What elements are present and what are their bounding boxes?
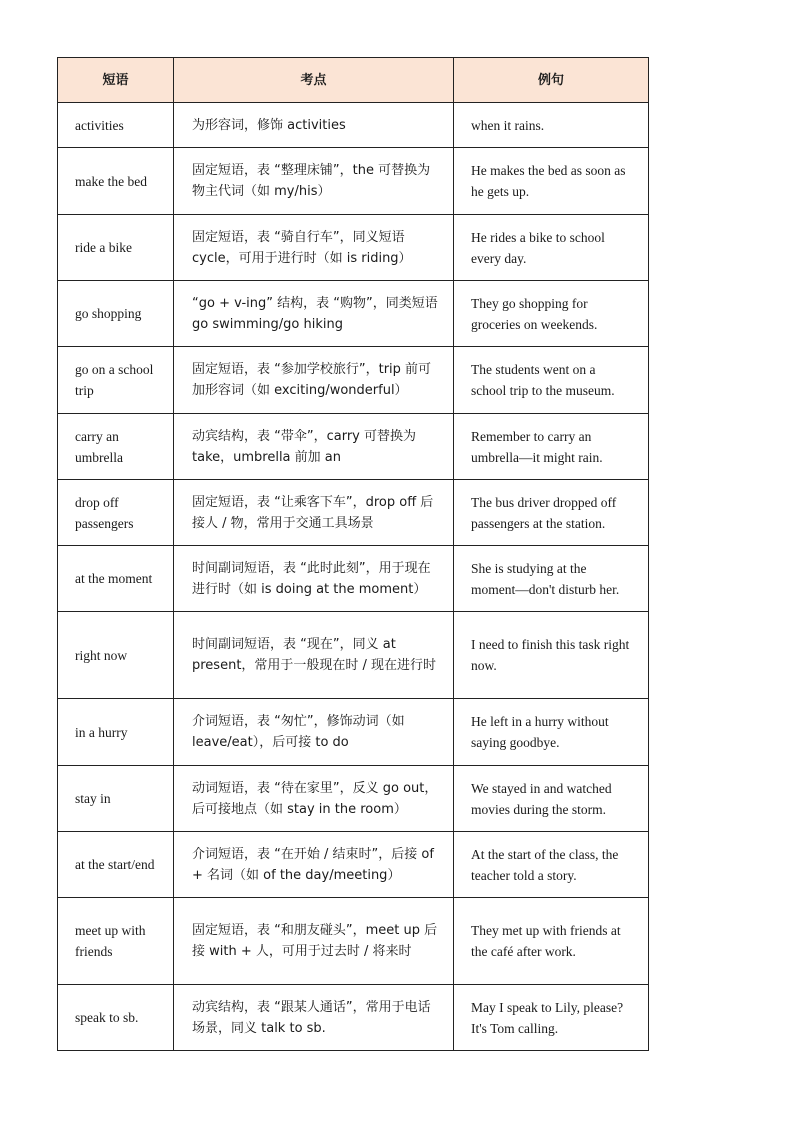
table-row: [58, 699, 649, 766]
point-cell: 固定短语，表 “参加学校旅行”，trip 前可加形容词（如 exciting/wonderful）: [174, 347, 454, 414]
table-body: [58, 103, 649, 1051]
example-cell: They met up with friends at the café after work.: [454, 898, 649, 985]
table-row: [58, 898, 649, 985]
point-cell: 时间副词短语，表 “现在”，同义 at present，常用于一般现在时 / 现在进行时: [174, 612, 454, 699]
point-cell: 固定短语，表 “让乘客下车”，drop off 后接人 / 物，常用于交通工具场景: [174, 480, 454, 546]
phrase-cell: drop off passengers: [58, 480, 174, 546]
phrase-cell: activities: [58, 103, 174, 148]
example-cell: We stayed in and watched movies during the storm.: [454, 766, 649, 832]
example-cell: Remember to carry an umbrella—it might rain.: [454, 414, 649, 480]
phrase-cell: speak to sb.: [58, 985, 174, 1051]
header-example: 例句: [454, 58, 649, 103]
phrase-cell: right now: [58, 612, 174, 699]
phrase-cell: at the start/end: [58, 832, 174, 898]
example-cell: At the start of the class, the teacher told a story.: [454, 832, 649, 898]
table-row: [58, 766, 649, 832]
vocabulary-table: [57, 57, 649, 1051]
example-cell: He rides a bike to school every day.: [454, 215, 649, 281]
point-cell: 为形容词，修饰 activities: [174, 103, 454, 148]
table-row: [58, 546, 649, 612]
table-row: [58, 985, 649, 1051]
example-cell: He makes the bed as soon as he gets up.: [454, 148, 649, 215]
example-cell: She is studying at the moment—don't disturb her.: [454, 546, 649, 612]
example-cell: I need to finish this task right now.: [454, 612, 649, 699]
phrase-cell: carry an umbrella: [58, 414, 174, 480]
example-cell: when it rains.: [454, 103, 649, 148]
point-cell: 介词短语，表 “匆忙”，修饰动词（如 leave/eat），后可接 to do: [174, 699, 454, 766]
point-cell: 固定短语，表 “骑自行车”，同义短语 cycle，可用于进行时（如 is riding）: [174, 215, 454, 281]
table-row: [58, 612, 649, 699]
table-row: [58, 148, 649, 215]
point-cell: 固定短语，表 “和朋友碰头”，meet up 后接 with + 人，可用于过去时 / 将来时: [174, 898, 454, 985]
table-row: [58, 832, 649, 898]
point-cell: “go + v-ing” 结构，表 “购物”，同类短语 go swimming/go hiking: [174, 281, 454, 347]
table-row: [58, 414, 649, 480]
point-cell: 介词短语，表 “在开始 / 结束时”，后接 of + 名词（如 of the day/meeting）: [174, 832, 454, 898]
table-row: [58, 480, 649, 546]
table-row: [58, 347, 649, 414]
table-row: [58, 103, 649, 148]
example-cell: The students went on a school trip to the museum.: [454, 347, 649, 414]
phrase-cell: in a hurry: [58, 699, 174, 766]
example-cell: He left in a hurry without saying goodbye.: [454, 699, 649, 766]
phrase-cell: go on a school trip: [58, 347, 174, 414]
header-point: 考点: [174, 58, 454, 103]
table-row: [58, 281, 649, 347]
example-cell: They go shopping for groceries on weekends.: [454, 281, 649, 347]
table-row: [58, 215, 649, 281]
point-cell: 动词短语，表 “待在家里”，反义 go out，后可接地点（如 stay in the room）: [174, 766, 454, 832]
phrase-cell: stay in: [58, 766, 174, 832]
example-cell: May I speak to Lily, please? It's Tom calling.: [454, 985, 649, 1051]
point-cell: 动宾结构，表 “带伞”，carry 可替换为 take，umbrella 前加 an: [174, 414, 454, 480]
table-header-row: [58, 58, 649, 103]
phrase-cell: make the bed: [58, 148, 174, 215]
phrase-cell: at the moment: [58, 546, 174, 612]
phrase-cell: meet up with friends: [58, 898, 174, 985]
example-cell: The bus driver dropped off passengers at the station.: [454, 480, 649, 546]
phrase-cell: go shopping: [58, 281, 174, 347]
header-phrase: 短语: [58, 58, 174, 103]
point-cell: 时间副词短语，表 “此时此刻”，用于现在进行时（如 is doing at the moment）: [174, 546, 454, 612]
point-cell: 固定短语，表 “整理床铺”，the 可替换为物主代词（如 my/his）: [174, 148, 454, 215]
phrase-cell: ride a bike: [58, 215, 174, 281]
point-cell: 动宾结构，表 “跟某人通话”，常用于电话场景，同义 talk to sb.: [174, 985, 454, 1051]
